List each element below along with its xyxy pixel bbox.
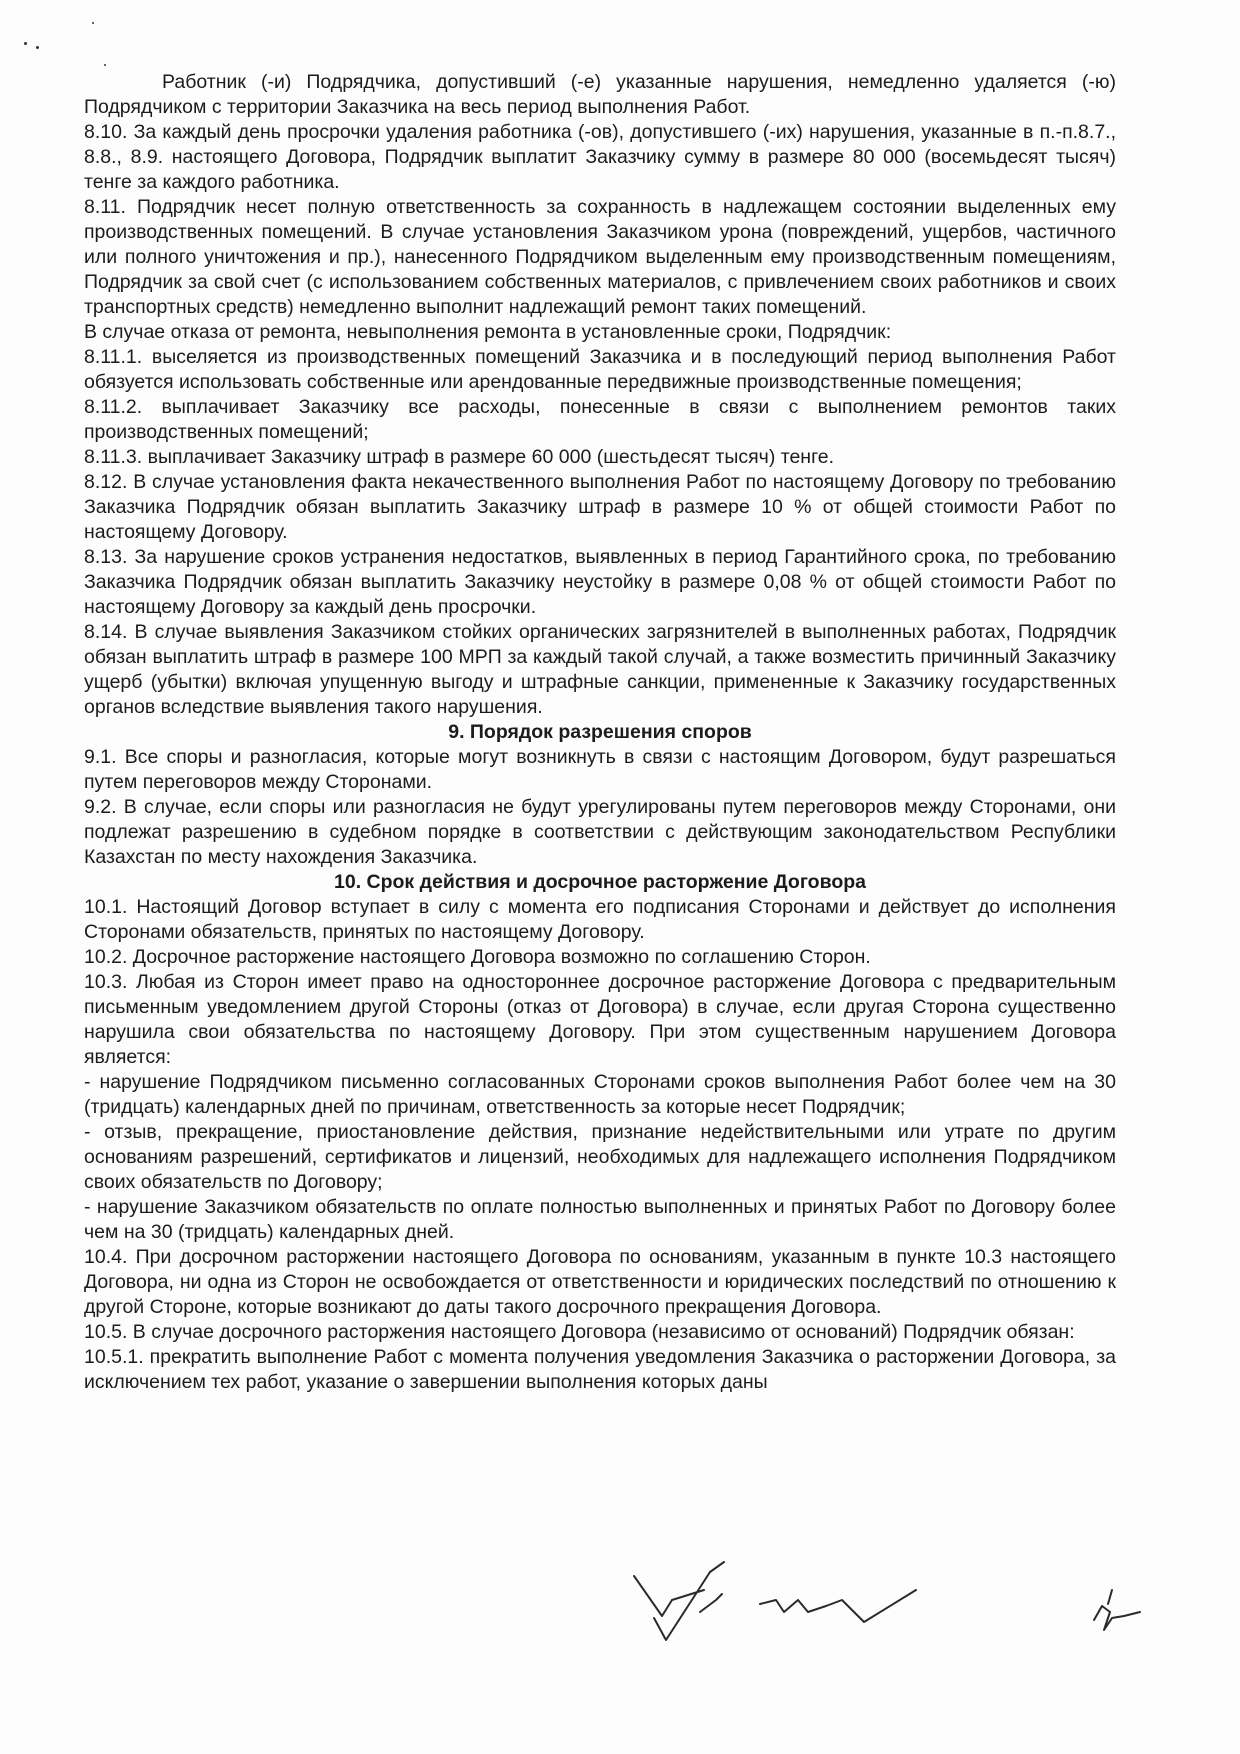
scan-speck (36, 46, 39, 49)
paragraph: 8.14. В случае выявления Заказчиком стойких органических загрязнителей в выполненных работах, Подрядчик обязан выплатить штраф в размере 100 МРП за каждый такой случай, а также возместить причинный Заказчику ущерб (убытки) включая упущенную выгоду и штрафные санкции, примененные к Заказчику государственных органов вследствие выявления такого нарушения. (84, 621, 1116, 718)
paragraph: - нарушение Заказчиком обязательств по оплате полностью выполненных и принятых Работ по Договору более чем на 30 (тридцать) календарных дней. (84, 1196, 1116, 1243)
section-heading: 9. Порядок разрешения споров (448, 721, 752, 743)
paragraph: 8.11.2. выплачивает Заказчику все расходы, понесенные в связи с выполнением ремонтов таких производственных помещений; (84, 396, 1116, 443)
contract-text (84, 70, 1116, 1395)
paragraph: 10.1. Настоящий Договор вступает в силу с момента его подписания Сторонами и действует до исполнения Сторонами обязательств, принятых по настоящему Договору. (84, 896, 1116, 943)
scan-speck (92, 22, 94, 24)
paragraph: 8.11.3. выплачивает Заказчику штраф в размере 60 000 (шестьдесят тысяч) тенге. (84, 446, 835, 468)
signature-1 (634, 1562, 724, 1640)
signature-3 (1094, 1590, 1140, 1630)
paragraph: - отзыв, прекращение, приостановление действия, признание недействительными или утрате по другим основаниям разрешений, сертификатов и лицензий, необходимых для надлежащего исполнения Подрядчиком своих обязательств по Договору; (84, 1121, 1116, 1193)
paragraph: 9.1. Все споры и разногласия, которые могут возникнуть в связи с настоящим Договором, будут разрешаться путем переговоров между Сторонами. (84, 746, 1116, 793)
paragraph: Работник (-и) Подрядчика, допустивший (-е) указанные нарушения, немедленно удаляется (-ю) Подрядчиком с территории Заказчика на весь период выполнения Работ. (84, 71, 1116, 118)
paragraph: 10.5.1. прекратить выполнение Работ с момента получения уведомления Заказчика о расторжении Договора, за исключением тех работ, указание о завершении выполнения которых даны (84, 1346, 1116, 1393)
signatures (0, 1560, 1240, 1680)
signature-area (0, 1560, 1240, 1680)
signature-2 (760, 1590, 916, 1622)
paragraph: 10.5. В случае досрочного расторжения настоящего Договора (независимо от оснований) Подрядчик обязан: (84, 1321, 1075, 1343)
paragraph: 8.12. В случае установления факта некачественного выполнения Работ по настоящему Договору по требованию Заказчика Подрядчик обязан выплатить Заказчику штраф в размере 10 % от общей стоимости Работ по настоящему Договору. (84, 471, 1116, 543)
paragraph: 10.4. При досрочном расторжении настоящего Договора по основаниям, указанным в пункте 10.3 настоящего Договора, ни одна из Сторон не освобождается от ответственности и юридических последствий по отношению к другой Стороне, которые возникают до даты такого досрочного прекращения Договора. (84, 1246, 1116, 1318)
paragraph: 10.2. Досрочное расторжение настоящего Договора возможно по соглашению Сторон. (84, 946, 871, 968)
scan-speck (24, 42, 27, 45)
scan-speck (104, 64, 106, 66)
paragraph: 8.11.1. выселяется из производственных помещений Заказчика и в последующий период выполнения Работ обязуется использовать собственные или арендованные передвижные производственные помещения; (84, 346, 1116, 393)
paragraph: В случае отказа от ремонта, невыполнения ремонта в установленные сроки, Подрядчик: (84, 321, 892, 343)
paragraph: - нарушение Подрядчиком письменно согласованных Сторонами сроков выполнения Работ более чем на 30 (тридцать) календарных дней по причинам, ответственность за которые несет Подрядчик; (84, 1071, 1116, 1118)
paragraph: 8.10. За каждый день просрочки удаления работника (-ов), допустившего (-их) нарушения, указанные в п.-п.8.7., 8.8., 8.9. настоящего Договора, Подрядчик выплатит Заказчику сумму в размере 80 000 (восемьдесят тысяч) тенге за каждого работника. (84, 121, 1116, 193)
paragraph: 9.2. В случае, если споры или разногласия не будут урегулированы путем переговоров между Сторонами, они подлежат разрешению в судебном порядке в соответствии с действующим законодательством Республики Казахстан по месту нахождения Заказчика. (84, 796, 1116, 868)
paragraph: 8.13. За нарушение сроков устранения недостатков, выявленных в период Гарантийного срока, по требованию Заказчика Подрядчик обязан выплатить Заказчику неустойку в размере 0,08 % от общей стоимости Работ по настоящему Договору за каждый день просрочки. (84, 546, 1116, 618)
paragraph: 8.11. Подрядчик несет полную ответственность за сохранность в надлежащем состоянии выделенных ему производственных помещений. В случае установления Заказчиком урона (повреждений, ущербов, частичного или полного уничтожения и пр.), нанесенного Подрядчиком выделенным ему производственным помещениям, Подрядчик за свой счет (с использованием собственных материалов, с привлечением своих работников и своих транспортных средств) немедленно выполнит надлежащий ремонт таких помещений. (84, 196, 1116, 318)
section-heading: 10. Срок действия и досрочное расторжение Договора (334, 871, 866, 893)
paragraph: 10.3. Любая из Сторон имеет право на одностороннее досрочное расторжение Договора с предварительным письменным уведомлением другой Стороны (отказ от Договора) в случае, если другая Сторона существенно нарушила свои обязательства по настоящему Договору. При этом существенным нарушением Договора является: (84, 971, 1116, 1068)
